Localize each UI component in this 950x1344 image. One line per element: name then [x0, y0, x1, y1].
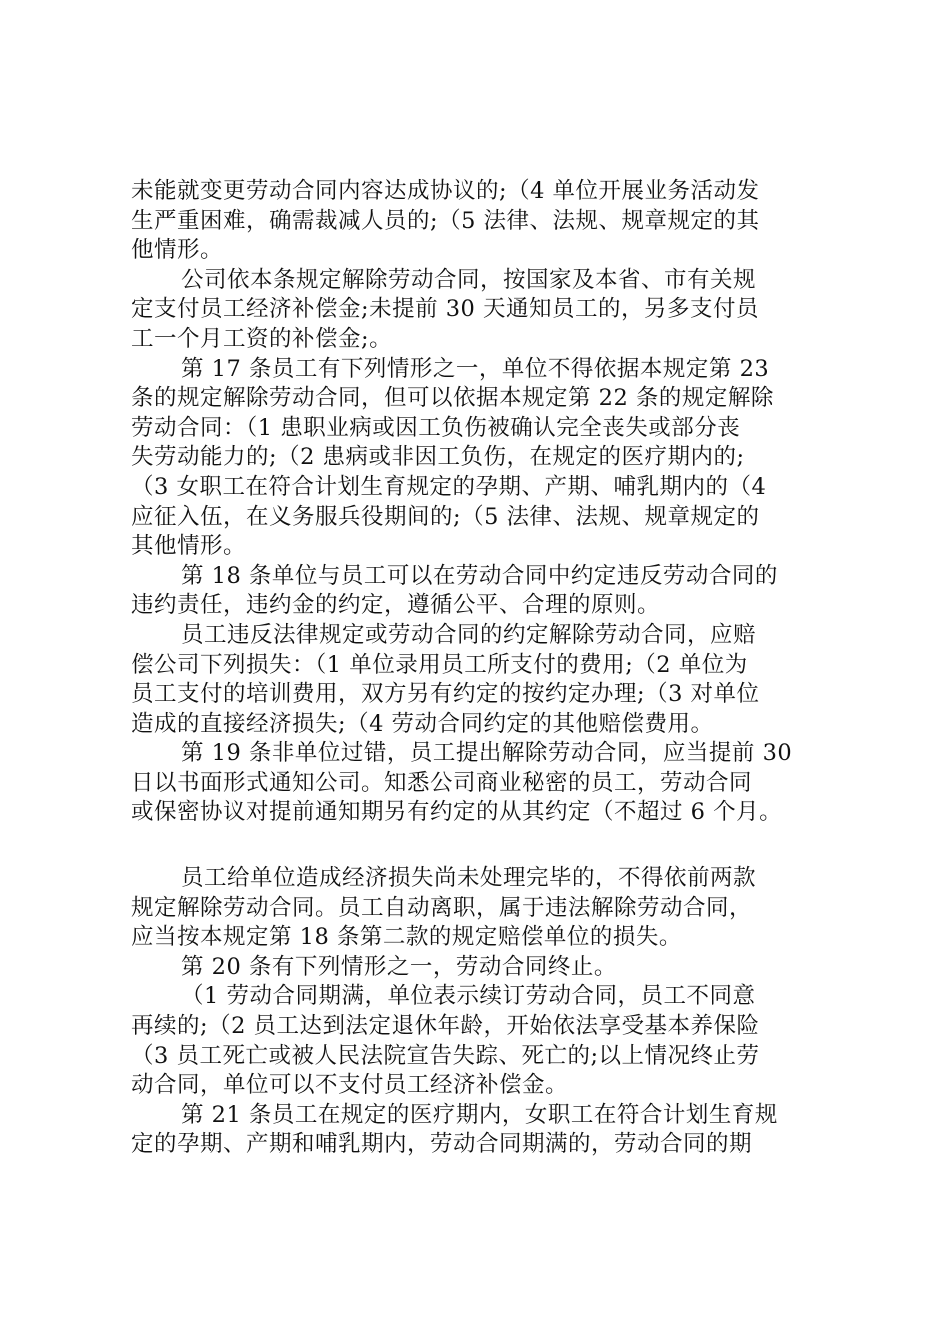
text-line: 或保密协议对提前通知期另有约定的从其约定（不超过 6 个月。: [131, 799, 783, 826]
text-line: 动合同，单位可以不支付员工经济补偿金。: [131, 1072, 569, 1099]
text-line: 日以书面形式通知公司。知悉公司商业秘密的员工，劳动合同: [131, 769, 753, 796]
text-line: 第 17 条员工有下列情形之一，单位不得依据本规定第 23: [181, 355, 770, 382]
text-line: 应当按本规定第 18 条第二款的规定赔偿单位的损失。: [131, 924, 682, 951]
text-line: 再续的;（2 员工达到法定退休年龄，开始依法享受基本养保险: [131, 1013, 760, 1040]
text-line: 条的规定解除劳动合同，但可以依据本规定第 22 条的规定解除: [131, 385, 774, 412]
text-line: 员工违反法律规定或劳动合同的约定解除劳动合同，应赔: [181, 621, 757, 648]
text-line: 第 20 条有下列情形之一，劳动合同终止。: [181, 953, 617, 980]
text-line: （3 女职工在符合计划生育规定的孕期、产期、哺乳期内的（4: [131, 473, 767, 500]
text-line: 第 19 条非单位过错，员工提出解除劳动合同，应当提前 30: [181, 740, 793, 767]
text-line: 定支付员工经济补偿金;未提前 30 天通知员工的，另多支付员: [131, 296, 760, 323]
text-line: 他情形。: [131, 237, 224, 264]
paragraph-gap: [131, 828, 833, 864]
document-body: [131, 177, 833, 1160]
text-line: （1 劳动合同期满，单位表示续订劳动合同，员工不同意: [181, 983, 756, 1010]
text-line: 公司依本条规定解除劳动合同，按国家及本省、市有关规: [181, 266, 757, 293]
text-line: 未能就变更劳动合同内容达成协议的;（4 单位开展业务活动发: [131, 178, 760, 204]
text-line: 员工支付的培训费用，双方另有约定的按约定办理;（3 对单位: [131, 681, 760, 708]
text-line: 定的孕期、产期和哺乳期内，劳动合同期满的，劳动合同的期: [131, 1131, 753, 1158]
text-line: 偿公司下列损失：（1 单位录用员工所支付的费用;（2 单位为: [131, 651, 748, 678]
text-line: 第 21 条员工在规定的医疗期内，女职工在符合计划生育规: [181, 1101, 778, 1128]
text-line: 第 18 条单位与员工可以在劳动合同中约定违反劳动合同的: [181, 562, 778, 589]
text-line: 失劳动能力的;（2 患病或非因工负伤，在规定的医疗期内的;: [131, 444, 745, 471]
text-line: 应征入伍，在义务服兵役期间的;（5 法律、法规、规章规定的: [131, 503, 760, 530]
text-line: 其他情形。: [131, 533, 247, 560]
text-line: 工一个月工资的补偿金;。: [131, 325, 393, 352]
text-line: 员工给单位造成经济损失尚未处理完毕的，不得依前两款: [181, 865, 757, 892]
text-line: 生严重困难，确需裁减人员的;（5 法律、法规、规章规定的其: [131, 207, 760, 234]
text-line: 规定解除劳动合同。员工自动离职，属于违法解除劳动合同，: [131, 894, 753, 921]
text-line: 违约责任，违约金的约定，遵循公平、合理的原则。: [131, 592, 661, 619]
text-line: 造成的直接经济损失;（4 劳动合同约定的其他赔偿费用。: [131, 710, 714, 737]
text-line: （3 员工死亡或被人民法院宣告失踪、死亡的;以上情况终止劳: [131, 1042, 760, 1069]
text-line: 劳动合同：（1 患职业病或因工负伤被确认完全丧失或部分丧: [131, 414, 741, 441]
